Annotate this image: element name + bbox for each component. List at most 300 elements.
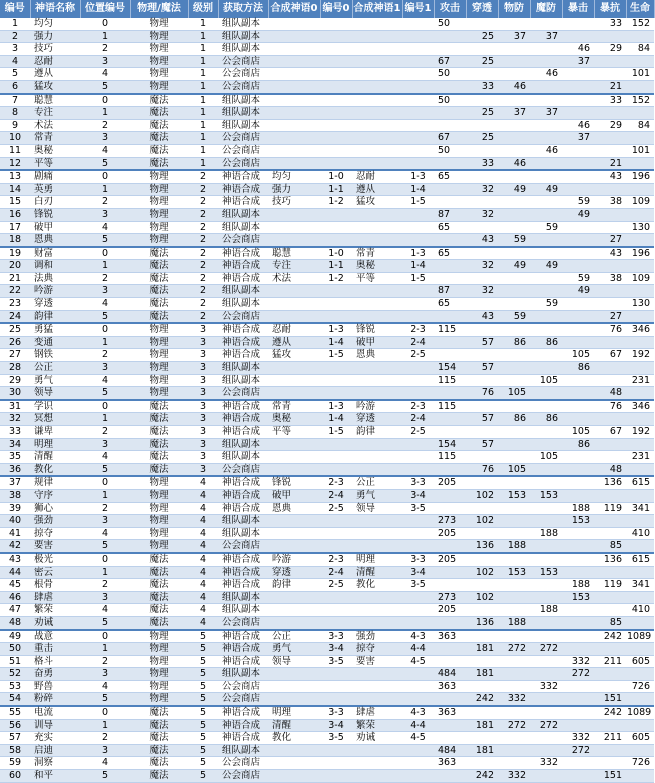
cell-crit-resist[interactable]: 242 <box>594 706 626 719</box>
cell-hp[interactable]: 101 <box>626 68 654 81</box>
cell-crit-resist[interactable] <box>594 144 626 157</box>
cell-type[interactable]: 物理 <box>130 323 188 336</box>
table-row[interactable] <box>0 30 654 43</box>
cell-component0-id[interactable]: 3-4 <box>320 719 352 732</box>
cell-level[interactable]: 5 <box>188 744 218 757</box>
cell-id[interactable]: 8 <box>0 107 30 120</box>
cell-crit[interactable]: 49 <box>562 285 594 298</box>
cell-phys-def[interactable] <box>498 94 530 107</box>
cell-attack[interactable] <box>434 732 466 745</box>
cell-component0[interactable] <box>268 68 320 81</box>
cell-magic-def[interactable]: 332 <box>530 757 562 770</box>
cell-source[interactable]: 公会商店 <box>218 132 268 145</box>
cell-component0[interactable]: 恩典 <box>268 502 320 515</box>
cell-source[interactable]: 组队副本 <box>218 438 268 451</box>
cell-component1[interactable] <box>352 515 402 528</box>
cell-component0-id[interactable]: 1-3 <box>320 323 352 336</box>
cell-type[interactable]: 物理 <box>130 540 188 553</box>
cell-source[interactable]: 神语合成 <box>218 323 268 336</box>
cell-component1[interactable] <box>352 30 402 43</box>
cell-component1[interactable] <box>352 132 402 145</box>
cell-component0[interactable] <box>268 234 320 247</box>
table-row[interactable] <box>0 616 654 629</box>
cell-type[interactable]: 魔法 <box>130 706 188 719</box>
cell-hp[interactable]: 152 <box>626 94 654 107</box>
cell-component1-id[interactable]: 1-5 <box>402 196 434 209</box>
cell-component0-id[interactable]: 2-5 <box>320 502 352 515</box>
cell-component0[interactable] <box>268 310 320 323</box>
cell-penetration[interactable]: 43 <box>466 310 498 323</box>
cell-hp[interactable] <box>626 157 654 170</box>
cell-phys-def[interactable] <box>498 132 530 145</box>
cell-component0-id[interactable] <box>320 55 352 68</box>
table-row[interactable] <box>0 732 654 745</box>
cell-penetration[interactable]: 242 <box>466 770 498 783</box>
cell-component0[interactable] <box>268 527 320 540</box>
cell-crit-resist[interactable]: 38 <box>594 272 626 285</box>
cell-crit-resist[interactable] <box>594 260 626 273</box>
cell-phys-def[interactable]: 188 <box>498 616 530 629</box>
cell-hp[interactable] <box>626 489 654 502</box>
cell-hp[interactable] <box>626 438 654 451</box>
cell-component0-id[interactable]: 2-4 <box>320 566 352 579</box>
cell-magic-def[interactable] <box>530 732 562 745</box>
cell-component0[interactable] <box>268 770 320 783</box>
cell-level[interactable]: 4 <box>188 566 218 579</box>
cell-component0-id[interactable]: 3-5 <box>320 732 352 745</box>
cell-level[interactable]: 4 <box>188 502 218 515</box>
cell-component1-id[interactable] <box>402 604 434 617</box>
cell-component1[interactable] <box>352 527 402 540</box>
cell-phys-def[interactable]: 37 <box>498 30 530 43</box>
cell-component1-id[interactable] <box>402 668 434 681</box>
cell-penetration[interactable] <box>466 706 498 719</box>
cell-component0[interactable] <box>268 668 320 681</box>
cell-crit[interactable] <box>562 170 594 183</box>
cell-type[interactable]: 魔法 <box>130 757 188 770</box>
cell-component1-id[interactable] <box>402 298 434 311</box>
cell-crit[interactable] <box>562 221 594 234</box>
cell-position[interactable]: 3 <box>80 438 130 451</box>
cell-hp[interactable] <box>626 463 654 476</box>
cell-crit-resist[interactable] <box>594 515 626 528</box>
cell-crit-resist[interactable] <box>594 591 626 604</box>
cell-crit[interactable] <box>562 336 594 349</box>
cell-magic-def[interactable]: 153 <box>530 566 562 579</box>
cell-component0-id[interactable] <box>320 680 352 693</box>
cell-source[interactable]: 组队副本 <box>218 107 268 120</box>
cell-crit-resist[interactable] <box>594 30 626 43</box>
cell-magic-def[interactable]: 46 <box>530 144 562 157</box>
cell-source[interactable]: 组队副本 <box>218 208 268 221</box>
cell-position[interactable]: 5 <box>80 616 130 629</box>
cell-phys-def[interactable]: 46 <box>498 80 530 93</box>
cell-id[interactable]: 48 <box>0 616 30 629</box>
cell-crit-resist[interactable] <box>594 107 626 120</box>
cell-magic-def[interactable] <box>530 247 562 260</box>
cell-component1-id[interactable]: 3-3 <box>402 476 434 489</box>
cell-type[interactable]: 魔法 <box>130 719 188 732</box>
cell-hp[interactable]: 605 <box>626 732 654 745</box>
cell-crit-resist[interactable] <box>594 55 626 68</box>
cell-component0[interactable]: 遵从 <box>268 336 320 349</box>
cell-type[interactable]: 魔法 <box>130 157 188 170</box>
cell-level[interactable]: 4 <box>188 476 218 489</box>
cell-component1[interactable]: 教化 <box>352 579 402 592</box>
cell-crit-resist[interactable]: 85 <box>594 540 626 553</box>
cell-type[interactable]: 魔法 <box>130 413 188 426</box>
cell-hp[interactable]: 726 <box>626 680 654 693</box>
cell-component1[interactable] <box>352 285 402 298</box>
cell-penetration[interactable]: 136 <box>466 616 498 629</box>
cell-position[interactable]: 5 <box>80 463 130 476</box>
table-row[interactable] <box>0 489 654 502</box>
cell-component1[interactable]: 肆虐 <box>352 706 402 719</box>
cell-crit-resist[interactable] <box>594 374 626 387</box>
cell-component1-id[interactable] <box>402 234 434 247</box>
cell-crit[interactable] <box>562 157 594 170</box>
cell-type[interactable]: 物理 <box>130 349 188 362</box>
cell-source[interactable]: 神语合成 <box>218 426 268 439</box>
cell-position[interactable]: 4 <box>80 68 130 81</box>
cell-penetration[interactable]: 33 <box>466 157 498 170</box>
cell-component1-id[interactable] <box>402 362 434 375</box>
cell-name[interactable]: 猛攻 <box>30 80 80 93</box>
cell-component1-id[interactable] <box>402 285 434 298</box>
cell-name[interactable]: 洞察 <box>30 757 80 770</box>
cell-id[interactable]: 51 <box>0 655 30 668</box>
cell-id[interactable]: 49 <box>0 630 30 643</box>
cell-attack[interactable] <box>434 463 466 476</box>
cell-id[interactable]: 21 <box>0 272 30 285</box>
cell-position[interactable]: 2 <box>80 502 130 515</box>
cell-name[interactable]: 启迪 <box>30 744 80 757</box>
cell-component0[interactable] <box>268 374 320 387</box>
cell-crit-resist[interactable] <box>594 604 626 617</box>
cell-crit-resist[interactable]: 211 <box>594 732 626 745</box>
cell-hp[interactable]: 84 <box>626 119 654 132</box>
table-row[interactable] <box>0 183 654 196</box>
cell-id[interactable]: 22 <box>0 285 30 298</box>
cell-crit[interactable]: 46 <box>562 43 594 56</box>
cell-phys-def[interactable]: 49 <box>498 183 530 196</box>
cell-crit-resist[interactable] <box>594 362 626 375</box>
col-header-component0-id[interactable]: 编号0 <box>320 0 352 18</box>
cell-component1[interactable]: 穿透 <box>352 413 402 426</box>
cell-magic-def[interactable] <box>530 591 562 604</box>
cell-component0-id[interactable] <box>320 157 352 170</box>
cell-name[interactable]: 韵律 <box>30 310 80 323</box>
cell-component0[interactable] <box>268 221 320 234</box>
cell-level[interactable]: 4 <box>188 489 218 502</box>
cell-component0-id[interactable]: 3-3 <box>320 630 352 643</box>
cell-name[interactable]: 训导 <box>30 719 80 732</box>
cell-component1-id[interactable] <box>402 527 434 540</box>
cell-hp[interactable]: 130 <box>626 221 654 234</box>
cell-magic-def[interactable] <box>530 119 562 132</box>
cell-component1-id[interactable] <box>402 119 434 132</box>
cell-component1[interactable]: 明理 <box>352 553 402 566</box>
table-row[interactable] <box>0 144 654 157</box>
cell-component1[interactable]: 公正 <box>352 476 402 489</box>
cell-name[interactable]: 勇猛 <box>30 323 80 336</box>
col-header-level[interactable]: 级别 <box>188 0 218 18</box>
cell-crit[interactable] <box>562 247 594 260</box>
cell-type[interactable]: 魔法 <box>130 298 188 311</box>
cell-level[interactable]: 1 <box>188 68 218 81</box>
cell-level[interactable]: 5 <box>188 693 218 706</box>
cell-id[interactable]: 9 <box>0 119 30 132</box>
cell-phys-def[interactable] <box>498 527 530 540</box>
cell-magic-def[interactable] <box>530 132 562 145</box>
cell-component1-id[interactable] <box>402 616 434 629</box>
cell-phys-def[interactable] <box>498 221 530 234</box>
cell-id[interactable]: 3 <box>0 43 30 56</box>
cell-source[interactable]: 组队副本 <box>218 30 268 43</box>
cell-attack[interactable]: 115 <box>434 323 466 336</box>
cell-component1[interactable] <box>352 604 402 617</box>
cell-phys-def[interactable] <box>498 43 530 56</box>
cell-component0[interactable] <box>268 387 320 400</box>
col-header-phys-def[interactable]: 物防 <box>498 0 530 18</box>
table-row[interactable] <box>0 55 654 68</box>
table-row[interactable] <box>0 553 654 566</box>
table-row[interactable] <box>0 221 654 234</box>
cell-magic-def[interactable] <box>530 157 562 170</box>
cell-type[interactable]: 物理 <box>130 80 188 93</box>
cell-penetration[interactable] <box>466 502 498 515</box>
cell-crit-resist[interactable]: 242 <box>594 630 626 643</box>
cell-attack[interactable] <box>434 643 466 656</box>
cell-id[interactable]: 10 <box>0 132 30 145</box>
cell-hp[interactable]: 615 <box>626 476 654 489</box>
cell-id[interactable]: 52 <box>0 668 30 681</box>
cell-attack[interactable] <box>434 349 466 362</box>
cell-position[interactable]: 4 <box>80 757 130 770</box>
cell-crit-resist[interactable]: 29 <box>594 43 626 56</box>
cell-crit-resist[interactable]: 67 <box>594 349 626 362</box>
cell-crit[interactable] <box>562 553 594 566</box>
cell-attack[interactable]: 115 <box>434 451 466 464</box>
cell-component1[interactable] <box>352 157 402 170</box>
cell-source[interactable]: 神语合成 <box>218 630 268 643</box>
cell-crit[interactable] <box>562 400 594 413</box>
cell-component0[interactable]: 忍耐 <box>268 323 320 336</box>
cell-level[interactable]: 5 <box>188 655 218 668</box>
cell-component1-id[interactable] <box>402 18 434 30</box>
cell-type[interactable]: 物理 <box>130 196 188 209</box>
cell-hp[interactable] <box>626 234 654 247</box>
cell-crit-resist[interactable]: 33 <box>594 94 626 107</box>
cell-position[interactable]: 4 <box>80 527 130 540</box>
cell-name[interactable]: 粉碎 <box>30 693 80 706</box>
table-row[interactable] <box>0 374 654 387</box>
cell-phys-def[interactable] <box>498 144 530 157</box>
cell-level[interactable]: 1 <box>188 157 218 170</box>
cell-magic-def[interactable] <box>530 362 562 375</box>
cell-component1-id[interactable]: 3-4 <box>402 489 434 502</box>
col-header-magic-def[interactable]: 魔防 <box>530 0 562 18</box>
table-row[interactable] <box>0 680 654 693</box>
cell-component0[interactable] <box>268 298 320 311</box>
cell-hp[interactable]: 231 <box>626 374 654 387</box>
cell-source[interactable]: 公会商店 <box>218 540 268 553</box>
cell-phys-def[interactable] <box>498 298 530 311</box>
cell-attack[interactable] <box>434 336 466 349</box>
cell-level[interactable]: 2 <box>188 208 218 221</box>
cell-component1-id[interactable]: 4-5 <box>402 732 434 745</box>
cell-source[interactable]: 公会商店 <box>218 55 268 68</box>
cell-crit[interactable] <box>562 476 594 489</box>
cell-attack[interactable]: 484 <box>434 668 466 681</box>
cell-name[interactable]: 密云 <box>30 566 80 579</box>
cell-position[interactable]: 0 <box>80 170 130 183</box>
cell-hp[interactable] <box>626 208 654 221</box>
cell-id[interactable]: 54 <box>0 693 30 706</box>
cell-position[interactable]: 0 <box>80 630 130 643</box>
col-header-name[interactable]: 神语名称 <box>30 0 80 18</box>
cell-phys-def[interactable] <box>498 668 530 681</box>
cell-component1[interactable] <box>352 744 402 757</box>
cell-magic-def[interactable] <box>530 515 562 528</box>
cell-crit-resist[interactable]: 136 <box>594 553 626 566</box>
cell-type[interactable]: 物理 <box>130 680 188 693</box>
cell-crit-resist[interactable] <box>594 132 626 145</box>
cell-penetration[interactable] <box>466 68 498 81</box>
cell-penetration[interactable] <box>466 400 498 413</box>
cell-phys-def[interactable] <box>498 119 530 132</box>
cell-hp[interactable]: 726 <box>626 757 654 770</box>
cell-component0[interactable] <box>268 18 320 30</box>
cell-magic-def[interactable] <box>530 55 562 68</box>
cell-hp[interactable] <box>626 693 654 706</box>
cell-component0-id[interactable] <box>320 770 352 783</box>
cell-id[interactable]: 41 <box>0 527 30 540</box>
cell-component0-id[interactable] <box>320 119 352 132</box>
table-row[interactable] <box>0 476 654 489</box>
cell-type[interactable]: 魔法 <box>130 463 188 476</box>
cell-crit[interactable]: 86 <box>562 438 594 451</box>
cell-component1[interactable] <box>352 43 402 56</box>
cell-name[interactable]: 规律 <box>30 476 80 489</box>
cell-hp[interactable] <box>626 591 654 604</box>
cell-attack[interactable]: 87 <box>434 285 466 298</box>
cell-component1-id[interactable]: 2-4 <box>402 413 434 426</box>
cell-crit-resist[interactable] <box>594 668 626 681</box>
cell-penetration[interactable]: 102 <box>466 566 498 579</box>
cell-component1-id[interactable] <box>402 68 434 81</box>
cell-name[interactable]: 电流 <box>30 706 80 719</box>
cell-crit[interactable] <box>562 298 594 311</box>
cell-attack[interactable]: 205 <box>434 527 466 540</box>
cell-attack[interactable]: 484 <box>434 744 466 757</box>
cell-position[interactable]: 2 <box>80 272 130 285</box>
table-row[interactable] <box>0 43 654 56</box>
cell-type[interactable]: 魔法 <box>130 310 188 323</box>
cell-id[interactable]: 32 <box>0 413 30 426</box>
cell-name[interactable]: 学识 <box>30 400 80 413</box>
cell-attack[interactable]: 205 <box>434 476 466 489</box>
cell-type[interactable]: 魔法 <box>130 451 188 464</box>
cell-hp[interactable] <box>626 540 654 553</box>
cell-position[interactable]: 2 <box>80 426 130 439</box>
cell-name[interactable]: 掠夺 <box>30 527 80 540</box>
cell-attack[interactable]: 363 <box>434 680 466 693</box>
cell-crit-resist[interactable]: 85 <box>594 616 626 629</box>
cell-crit-resist[interactable]: 211 <box>594 655 626 668</box>
table-row[interactable] <box>0 94 654 107</box>
cell-component1-id[interactable]: 4-4 <box>402 643 434 656</box>
cell-level[interactable]: 1 <box>188 55 218 68</box>
cell-component1[interactable]: 平等 <box>352 272 402 285</box>
cell-penetration[interactable]: 76 <box>466 387 498 400</box>
cell-magic-def[interactable]: 86 <box>530 336 562 349</box>
cell-component0[interactable]: 教化 <box>268 732 320 745</box>
cell-level[interactable]: 2 <box>188 196 218 209</box>
cell-attack[interactable] <box>434 770 466 783</box>
cell-magic-def[interactable] <box>530 234 562 247</box>
cell-magic-def[interactable]: 86 <box>530 413 562 426</box>
cell-attack[interactable]: 65 <box>434 247 466 260</box>
cell-component0[interactable]: 猛攻 <box>268 349 320 362</box>
cell-crit-resist[interactable]: 151 <box>594 770 626 783</box>
cell-component1[interactable] <box>352 693 402 706</box>
cell-type[interactable]: 物理 <box>130 170 188 183</box>
cell-level[interactable]: 3 <box>188 426 218 439</box>
cell-type[interactable]: 物理 <box>130 374 188 387</box>
cell-component0-id[interactable]: 3-4 <box>320 643 352 656</box>
table-row[interactable] <box>0 247 654 260</box>
cell-component1-id[interactable] <box>402 515 434 528</box>
cell-type[interactable]: 魔法 <box>130 285 188 298</box>
cell-phys-def[interactable]: 46 <box>498 157 530 170</box>
cell-type[interactable]: 物理 <box>130 527 188 540</box>
cell-component0-id[interactable]: 2-4 <box>320 489 352 502</box>
cell-component0-id[interactable]: 1-2 <box>320 272 352 285</box>
cell-type[interactable]: 物理 <box>130 30 188 43</box>
cell-magic-def[interactable] <box>530 310 562 323</box>
cell-name[interactable]: 明理 <box>30 438 80 451</box>
cell-penetration[interactable]: 136 <box>466 540 498 553</box>
cell-crit[interactable]: 59 <box>562 196 594 209</box>
cell-magic-def[interactable] <box>530 387 562 400</box>
cell-crit[interactable]: 46 <box>562 119 594 132</box>
cell-component1-id[interactable] <box>402 757 434 770</box>
cell-level[interactable]: 4 <box>188 515 218 528</box>
cell-magic-def[interactable] <box>530 579 562 592</box>
cell-component0[interactable]: 公正 <box>268 630 320 643</box>
cell-component0[interactable]: 平等 <box>268 426 320 439</box>
cell-attack[interactable]: 154 <box>434 438 466 451</box>
cell-crit-resist[interactable] <box>594 719 626 732</box>
cell-name[interactable]: 充实 <box>30 732 80 745</box>
cell-phys-def[interactable] <box>498 680 530 693</box>
cell-name[interactable]: 强劲 <box>30 515 80 528</box>
cell-level[interactable]: 5 <box>188 630 218 643</box>
cell-position[interactable]: 0 <box>80 706 130 719</box>
table-row[interactable] <box>0 579 654 592</box>
cell-attack[interactable]: 205 <box>434 553 466 566</box>
cell-id[interactable]: 7 <box>0 94 30 107</box>
cell-level[interactable]: 5 <box>188 643 218 656</box>
cell-source[interactable]: 神语合成 <box>218 247 268 260</box>
cell-type[interactable]: 魔法 <box>130 438 188 451</box>
cell-component0[interactable] <box>268 540 320 553</box>
table-row[interactable] <box>0 387 654 400</box>
cell-id[interactable]: 2 <box>0 30 30 43</box>
cell-hp[interactable]: 410 <box>626 604 654 617</box>
cell-component0[interactable] <box>268 463 320 476</box>
